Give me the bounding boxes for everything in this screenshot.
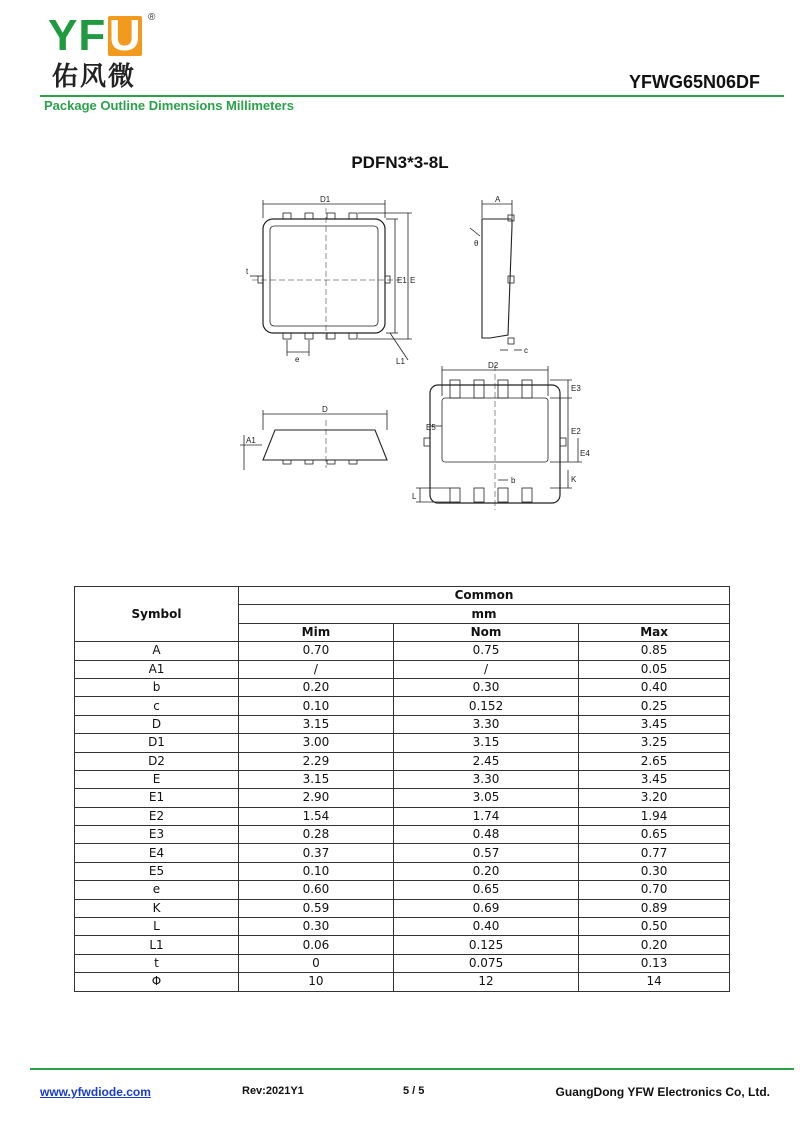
cell-nom: 0.40 [393,918,578,936]
cell-nom: 0.30 [393,678,578,696]
cell-symbol: A [75,642,239,660]
cell-min: 0.28 [239,826,394,844]
cell-symbol: E [75,770,239,788]
front-view [240,410,387,470]
cell-min: 3.15 [239,770,394,788]
table-row [75,936,730,954]
table-row [75,678,730,696]
cell-nom: 3.15 [393,734,578,752]
table-row [75,954,730,972]
cell-symbol: L1 [75,936,239,954]
label-t: t [246,267,249,276]
table-header-row [75,587,730,605]
cell-nom: 0.075 [393,954,578,972]
part-number: YFWG65N06DF [628,72,760,92]
column-header-nom: Nom [393,623,578,641]
table-row [75,807,730,825]
cell-nom: 2.45 [393,752,578,770]
cell-min: 0 [239,954,394,972]
logo-wordmark: YFU [48,11,142,60]
table-row [75,844,730,862]
bottom-view [416,365,582,510]
cell-max: 1.94 [579,807,730,825]
table-row [75,881,730,899]
cell-min: 0.10 [239,697,394,715]
cell-max: 2.65 [579,752,730,770]
cell-min: 1.54 [239,807,394,825]
cell-min: 0.70 [239,642,394,660]
cell-nom: 0.125 [393,936,578,954]
cell-symbol: Φ [75,973,239,991]
cell-symbol: L [75,918,239,936]
table-row [75,642,730,660]
label-E1: E1 [397,276,407,285]
cell-symbol: K [75,899,239,917]
table-row [75,899,730,917]
cell-min: 0.10 [239,862,394,880]
cell-symbol: E2 [75,807,239,825]
table-row [75,697,730,715]
cell-max: 0.25 [579,697,730,715]
label-L1: L1 [396,357,405,366]
table-row [75,752,730,770]
label-theta: θ [474,239,479,248]
cell-max: 0.89 [579,899,730,917]
table-row [75,973,730,991]
cell-max: 0.30 [579,862,730,880]
label-D: D [322,405,328,414]
cell-max: 3.45 [579,715,730,733]
cell-symbol: E1 [75,789,239,807]
cell-symbol: c [75,697,239,715]
label-E4: E4 [580,449,590,458]
label-D1: D1 [320,195,331,204]
table-row [75,715,730,733]
top-view [250,200,412,360]
label-b: b [511,476,516,485]
footer-divider [30,1068,794,1070]
label-L: L [412,492,417,501]
header-divider [40,95,784,97]
cell-min: 3.15 [239,715,394,733]
common-header: Common [239,587,730,605]
cell-nom: 0.65 [393,881,578,899]
cell-min: 3.00 [239,734,394,752]
table-row [75,862,730,880]
cell-max: 0.70 [579,881,730,899]
cell-nom: 0.69 [393,899,578,917]
company-logo [48,11,168,94]
footer-company-name: GuangDong YFW Electronics Co, Ltd. [555,1085,770,1099]
cell-nom: 0.57 [393,844,578,862]
logo-chinese-name: 佑风微 [52,62,137,92]
cell-symbol: e [75,881,239,899]
cell-min: 2.90 [239,789,394,807]
label-c: c [524,346,528,355]
label-A: A [495,195,501,204]
cell-symbol: t [75,954,239,972]
column-header-min: Mim [239,623,394,641]
cell-nom: 3.30 [393,715,578,733]
cell-symbol: D2 [75,752,239,770]
cell-nom: 0.20 [393,862,578,880]
label-A1: A1 [246,436,256,445]
cell-symbol: D1 [75,734,239,752]
cell-max: 14 [579,973,730,991]
cell-min: 0.20 [239,678,394,696]
cell-min: 10 [239,973,394,991]
cell-symbol: D [75,715,239,733]
cell-nom: 1.74 [393,807,578,825]
package-title: PDFN3*3-8L [351,153,449,172]
cell-max: 3.25 [579,734,730,752]
footer-revision: Rev:2021Y1 [242,1085,304,1097]
cell-min: 0.60 [239,881,394,899]
table-row [75,734,730,752]
cell-max: 0.65 [579,826,730,844]
cell-max: 0.05 [579,660,730,678]
cell-nom: 0.75 [393,642,578,660]
cell-nom: 12 [393,973,578,991]
side-view-right [470,200,522,350]
table-row [75,770,730,788]
cell-nom: 3.05 [393,789,578,807]
label-E: E [410,276,416,285]
cell-min: / [239,660,394,678]
cell-min: 0.37 [239,844,394,862]
cell-symbol: E5 [75,862,239,880]
cell-symbol: b [75,678,239,696]
cell-min: 0.06 [239,936,394,954]
table-row [75,660,730,678]
cell-symbol: E4 [75,844,239,862]
cell-max: 3.20 [579,789,730,807]
label-E2: E2 [571,427,581,436]
label-K: K [571,475,577,484]
cell-max: 0.50 [579,918,730,936]
table-row [75,918,730,936]
dimensions-table-body [75,642,730,991]
unit-header: mm [239,605,730,623]
cell-min: 0.59 [239,899,394,917]
cell-max: 0.85 [579,642,730,660]
footer-website-link[interactable]: www.yfwdiode.com [40,1085,151,1099]
section-title: Package Outline Dimensions Millimeters [44,98,294,113]
outline-svg [230,190,610,520]
cell-nom: 0.48 [393,826,578,844]
cell-max: 0.77 [579,844,730,862]
table-row [75,789,730,807]
column-header-max: Max [579,623,730,641]
cell-max: 0.20 [579,936,730,954]
cell-symbol: A1 [75,660,239,678]
registered-mark: ® [148,12,156,23]
cell-max: 0.13 [579,954,730,972]
cell-min: 2.29 [239,752,394,770]
label-D2: D2 [488,361,499,370]
cell-nom: 0.152 [393,697,578,715]
dimensions-table [74,586,730,992]
footer-page-number: 5 / 5 [403,1085,425,1097]
cell-min: 0.30 [239,918,394,936]
cell-max: 0.40 [579,678,730,696]
table-row [75,826,730,844]
package-outline-drawing [230,190,610,520]
symbol-header: Symbol [75,587,239,642]
cell-max: 3.45 [579,770,730,788]
cell-nom: / [393,660,578,678]
cell-symbol: E3 [75,826,239,844]
label-e: e [295,355,300,364]
cell-nom: 3.30 [393,770,578,788]
label-E3: E3 [571,384,581,393]
label-E5: E5 [426,423,436,432]
